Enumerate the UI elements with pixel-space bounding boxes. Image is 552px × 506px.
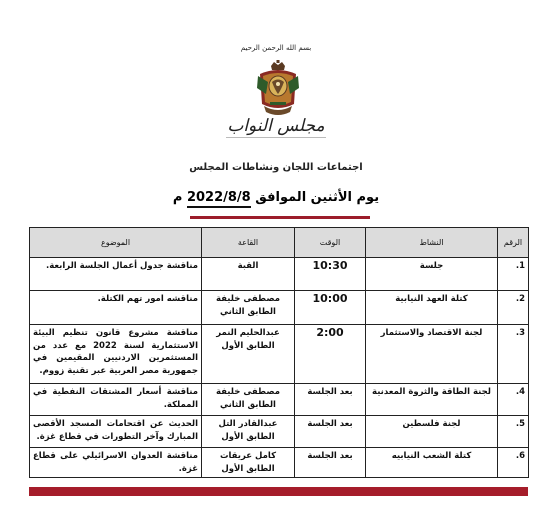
row-hall: عبدالقادر التل الطابق الأول [202,416,295,448]
row-time: بعد الجلسة [295,384,366,416]
meeting-date: 2022/8/8 [187,190,251,208]
row-activity: كتلة الشعب النيابيه [366,448,498,478]
date-suffix: م [172,190,187,205]
council-name: مجلس النواب [227,116,325,136]
row-num: 6. [498,448,529,478]
row-topic: مناقشه امور تهم الكتلة. [30,291,202,325]
header-num: الرقم [498,228,529,258]
row-time: 2:00 [295,325,366,384]
row-topic: مناقشة مشروع قانون تنظيم البيئة الاستثمارية لسنة 2022 مع عدد من المستثمرين الاردنيين المقيمين في جمهورية مصر العربية عبر تقنية زووم. [30,325,202,384]
row-hall: القبة [202,258,295,291]
row-hall: كامل عريقات الطابق الأول [202,448,295,478]
header-topic: الموضوع [30,228,202,258]
jordan-coat-of-arms-icon [254,60,302,118]
row-topic: الحديث عن اقتحامات المسجد الأقصى المبارك وآخر التطورات في قطاع غزة. [30,416,202,448]
row-hall: مصطفى خليفة الطابق الثاني [202,291,295,325]
header-hall: القاعة [202,228,295,258]
schedule-table [29,227,529,478]
row-time: 10:00 [295,291,366,325]
table-row [30,291,529,325]
row-num: 2. [498,291,529,325]
row-topic: مناقشة جدول أعمال الجلسة الرابعة. [30,258,202,291]
row-activity: كتلة العهد النيابية [366,291,498,325]
row-hall: عبدالحليم النمر الطابق الأول [202,325,295,384]
header-time: الوقت [295,228,366,258]
row-num: 5. [498,416,529,448]
row-time: بعد الجلسة [295,448,366,478]
footer-bar [29,487,528,496]
table-header-row [30,228,529,258]
date-heading [0,190,552,205]
day-label: يوم الأثنين الموافق [250,190,380,205]
row-hall: مصطفى خليفة الطابق الثاني [202,384,295,416]
row-activity: لجنة الاقتصاد والاستثمار [366,325,498,384]
row-num: 3. [498,325,529,384]
table-row [30,384,529,416]
row-num: 4. [498,384,529,416]
row-num: 1. [498,258,529,291]
row-activity: لجنة الطاقة والثروة المعدنية [366,384,498,416]
header-activity: النشاط [366,228,498,258]
schedule-table-container [30,227,529,478]
row-topic: مناقشة العدوان الاسرائيلي على قطاع غزة. [30,448,202,478]
table-row [30,416,529,448]
row-time: 10:30 [295,258,366,291]
basmala-text: بسم الله الرحمن الرحيم [240,44,312,52]
row-topic: مناقشة أسعار المشتقات النفطية في المملكة. [30,384,202,416]
table-row [30,258,529,291]
decorative-rule [190,216,370,219]
table-row [30,448,529,478]
row-activity: لجنة فلسطين [366,416,498,448]
table-row [30,325,529,384]
page-subtitle: اجتماعات اللجان ونشاطات المجلس [189,162,363,173]
row-activity: جلسة [366,258,498,291]
row-time: بعد الجلسة [295,416,366,448]
